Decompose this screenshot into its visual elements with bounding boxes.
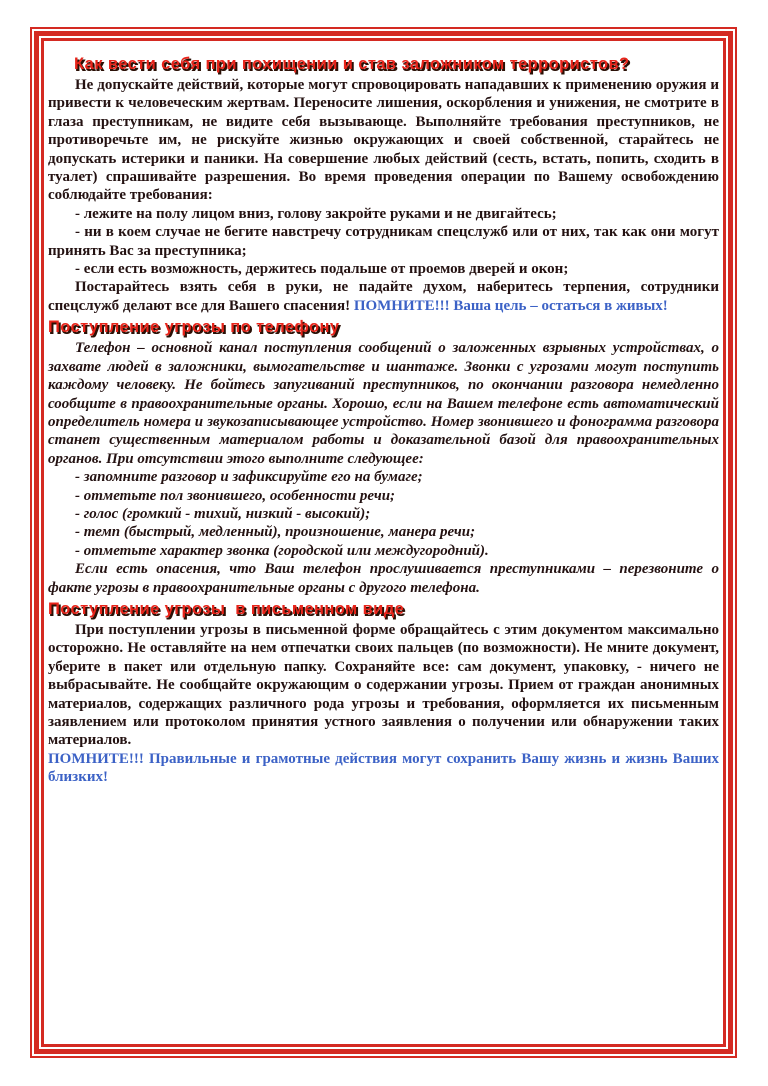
hostage-bullet-item: - если есть возможность, держитесь подальше от проемов дверей и окон;: [75, 261, 569, 278]
section-hostage-paragraph: Не допускайте действий, которые могут спровоцировать нападавших к применению оружия и привести к человеческим жертвам. Переносите лишения, оскорбления и унижения, не смотрите в глаза преступникам, не видите себя вызывающе. Выполняйте требования преступников, не противоречьте им, не рискуйте жизнью окружающих и своей собственной, старайтесь не допускать истерики и паники. На совершение любых действий (сесть, встать, попить, сходить в туалет) спрашивайте разрешения. Во время проведения операции по Вашему освобождению соблюдайте требования:: [48, 77, 719, 204]
section-hostage-closing: [48, 278, 719, 315]
phone-bullet-item: - голос (громкий - тихий, низкий - высокий);: [75, 505, 371, 522]
decorative-red-frame-middle: [34, 31, 733, 1054]
hostage-bullet-item: - лежите на полу лицом вниз, голову закройте руками и не двигайтесь;: [75, 205, 557, 222]
decorative-red-frame: [30, 27, 737, 1058]
phone-bullet-item: - отметьте пол звонившего, особенности речи;: [75, 487, 396, 504]
decorative-red-frame-inner: [41, 38, 726, 1047]
section-written-paragraph: При поступлении угрозы в письменной форме обращайтесь с этим документом максимально осторожно. Не оставляйте на нем отпечатки своих пальцев (по возможности). Не мните документ, уберите в пакет или отдельную папку. Сохраняйте все: сам документ, упаковку, - ничего не выбрасывайте. Не сообщайте окружающим о содержании угрозы. Прием от граждан анонимных материалов, содержащих различного рода угрозы и требования, оформляется их письменным заявлением или протоколом принятия устного заявления о получении или обнаружении таких материалов.: [48, 621, 719, 749]
phone-bullet-item: - запомните разговор и зафиксируйте его на бумаге;: [75, 469, 423, 486]
section-written-heading: Поступление угрозы в письменном виде: [48, 599, 405, 618]
phone-bullet-item: - темп (быстрый, медленный), произношение, манера речи;: [75, 524, 476, 541]
phone-bullet-item: - отметьте характер звонка (городской или междугородний).: [75, 542, 489, 559]
final-remember-note: ПОМНИТЕ!!! Правильные и грамотные действия могут сохранить Вашу жизнь и жизнь Ваших близких!: [48, 750, 719, 786]
closing-text: Постарайтесь взять себя в руки, не падайте духом, наберитесь терпения, сотрудники спецслужб делают все для Вашего спасения!: [48, 279, 719, 314]
section-phone-heading: Поступление угрозы по телефону: [48, 318, 340, 337]
section-hostage-heading: Как вести себя при похищении и став заложником террористов?: [74, 55, 630, 73]
section-phone-paragraph: Телефон – основной канал поступления сообщений о заложенных взрывных устройствах, о захвате людей в заложники, вымогательстве и шантаже. Звонки с угрозами могут поступить каждому человеку. Не бойтесь запугиваний преступников, по окончании разговора немедленно сообщите в правоохранительные органы. Хорошо, если на Вашем телефоне есть автоматический определитель номера и звукозаписывающее устройство. Номер звонившего и фонограмма разговора станет существенным материалом работы и доказательной базой для правоохранительных органов. При отсутствии этого выполните следующее:: [48, 340, 719, 467]
remember-highlight: ПОМНИТЕ!!! Ваша цель – остаться в живых!: [353, 297, 668, 314]
section-phone-closing: Если есть опасения, что Ваш телефон прослушивается преступниками – перезвоните о факте угрозы в правоохранительные органы с другого телефона.: [48, 561, 719, 596]
hostage-bullet-item: - ни в коем случае не бегите навстречу сотрудникам спецслужб или от них, так как они могут принять Вас за преступника;: [48, 224, 719, 259]
